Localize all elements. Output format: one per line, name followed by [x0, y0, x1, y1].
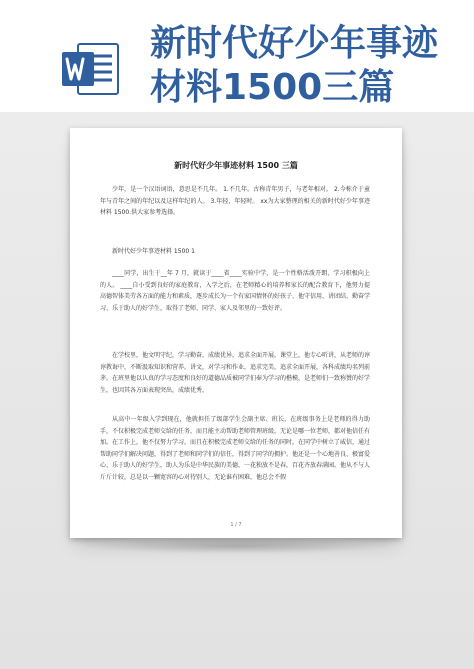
title-line-2: 材料1500三篇 — [150, 67, 395, 108]
section-heading: 新时代好少年事迹材料 1500 1 — [112, 248, 195, 255]
word-document-icon — [60, 38, 122, 100]
body-paragraph-2: 在学校里，他文明守纪，学习勤奋，成绩优异，追求全面开展。课堂上，他专心听讲，从老师的谆谆教诲中，不断汲取知识和营养。讲文，对学习和作业，追求完美，追求全面开展，各科成绩均名列前茅。在班里他以认真的学习态度和良好的道德品质被同学们奉为学习的楷模，是老师们一致称赞的好学生，也因其各方面表现突出，成绩优秀。 — [100, 352, 371, 394]
intro-paragraph: 少年，是一个汉语词语，意思是不几年。 1.不几年。古称青年男子，与老年相对。 2.今称介于童年与青年之间的年纪以及这样年纪的人。 3.年轻，年轻时。 xx为大家整理的相关的新时代好少年事迹材料 1500.供大家参考选择。 — [100, 186, 370, 217]
page-number: 1 / 7 — [230, 522, 242, 528]
body-paragraph-1: ____同学，出生于__年 7 月，就读于____省____实验中学，是一个性格活泼开朗、学习积极向上的人。 ____自小受到良好的家庭教育，入学之后，在老师精心的培养和家长的配合教育下，他努力提高德智体美劳各方面的能力和素质，逐步成长为一个有家国情怀的好孩子、他守信用、讲团结、勤奋学习、乐于助人的好学生，取得了老师、同学、家人及邻里的一致好评。 — [100, 270, 371, 312]
title-line-1: 新时代好少年事迹 — [150, 23, 439, 64]
page-title — [150, 22, 470, 110]
page-shadow — [82, 538, 390, 554]
header-banner — [0, 0, 474, 110]
document-title: 新时代好少年事迹材料 1500 三篇 — [174, 161, 298, 170]
body-paragraph-3: 从高中一年级入学到现在，他就担任了级部学生会副主席、班长，在班级事务上是老师的得力助手，不仅积极完成老师交给的任务，而且能主动帮助老师管理班级，无论是哪一位老师，都对他信任有加。在工作上，他不仅努力学习，而且在积极完成老师交给的任务的同时，在同学中树立了威信，通过帮助同学们解决问题，得到了老师和同学们的信任，得到了同学的拥护。他还是一个心地善良、极富爱心、乐于助人的好学生，助人为乐是中华民族的美德，一花独放不是春，百花齐放春满园。他从不与人斤斤计较，总是以一颗宽容的心对待别人，无论谁有困难，他总会不假 — [100, 416, 371, 481]
document-page — [70, 128, 402, 538]
